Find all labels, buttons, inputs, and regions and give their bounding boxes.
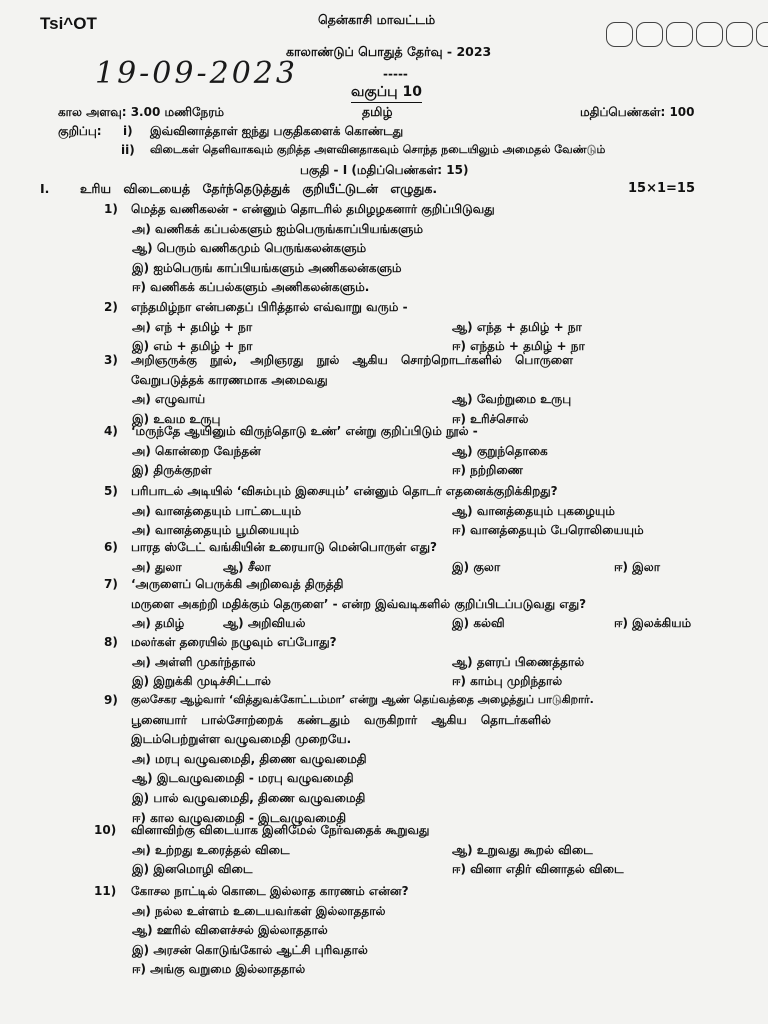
answer-option: அ) அள்ளி முகர்ந்தால் [132, 654, 256, 669]
standard-label: வகுப்பு 10 [351, 84, 422, 103]
answer-option: ஆ) வானத்தையும் புகழையும் [452, 503, 615, 518]
answer-option: அ) எந் + தமிழ் + நா [132, 319, 253, 334]
time-allowed: கால அளவு: 3.00 மணிநேரம் [58, 105, 225, 119]
question-text: அறிஞருக்கு நூல், அறிஞரது நூல் ஆகிய சொற்றொடர்களில் பொருளை [131, 353, 573, 367]
answer-option: அ) வணிகக் கப்பல்களும் ஐம்பெருங்காப்பியங்களும் [132, 221, 423, 236]
note-number: ii) [121, 143, 135, 157]
question-number: 10) [94, 823, 117, 837]
note-2: விடைகள் தெளிவாகவும் குறித்த அளவினதாகவும் சொந்த நடையிலும் அமைதல் வேண்டும் [150, 143, 606, 156]
answer-option: ஆ) எந்த + தமிழ் + நா [452, 319, 582, 334]
part-heading: பகுதி - I (மதிப்பெண்கள்: 15) [300, 163, 469, 177]
answer-option: ஆ) இடவழுவமைதி - மரபு வழுவமைதி [132, 771, 354, 786]
answer-option: ஆ) சீலா [223, 559, 271, 574]
section-instruction: உரிய விடையைத் தேர்ந்தெடுத்துக் குறியீட்டுடன் எழுதுக. [80, 181, 438, 196]
register-number-boxes [606, 22, 768, 47]
question-number: 6) [104, 540, 118, 554]
answer-option: ஈ) உரிச்சொல் [452, 411, 529, 426]
question-text: பாரத ஸ்டேட் வங்கியின் உரையாடு மென்பொருள் எது? [131, 540, 437, 554]
register-box [666, 22, 693, 47]
question-number: 7) [104, 577, 118, 591]
question-text: மெத்த வணிகலன் - என்னும் தொடரில் தமிழழகனார் குறிப்பிடுவது [131, 202, 495, 216]
register-box [606, 22, 633, 47]
section-number: I. [40, 181, 50, 196]
question-number: 3) [104, 353, 118, 367]
note-number: i) [123, 124, 133, 138]
question-text: ‘அருளைப் பெருக்கி அறிவைத் திருத்தி [131, 577, 344, 591]
answer-option: ஈ) இலக்கியம் [614, 616, 692, 631]
question-text: கோசல நாட்டில் கொடை இல்லாத காரணம் என்ன? [131, 884, 409, 898]
question-text: மருளை அகற்றி மதிக்கும் தெருளை’ - என்ற இவ்வடிகளில் குறிப்பிடப்படுவது எது? [131, 596, 587, 611]
register-box [726, 22, 753, 47]
answer-option: இ) உவம உருபு [132, 411, 221, 426]
paper-code: Tsi^OT [40, 14, 97, 33]
answer-option: அ) உற்றது உரைத்தல் விடை [132, 842, 290, 857]
question-text: எந்தமிழ்நா என்பதைப் பிரித்தால் எவ்வாறு வரும் - [131, 300, 408, 314]
question-text: ‘மருந்தே ஆயினும் விருந்தொடு உண்’ என்று குறிப்பிடும் நூல் - [131, 424, 478, 438]
answer-option: ஆ) பெரும் வணிகமும் பெருங்கலன்களும் [132, 241, 367, 256]
question-number: 2) [104, 300, 118, 314]
question-text: இடம்பெற்றுள்ள வழுவமைதி முறையே. [131, 732, 352, 747]
note-1: இவ்வினாத்தாள் ஐந்து பகுதிகளைக் கொண்டது [150, 124, 404, 138]
question-number: 4) [104, 424, 118, 438]
answer-option: அ) கொன்றை வேந்தன் [132, 443, 261, 458]
answer-option: ஆ) அறிவியல் [223, 616, 306, 631]
register-box [756, 22, 768, 47]
answer-option: ஆ) தளரப் பிணைத்தால் [452, 654, 585, 669]
section-marks: 15×1=15 [628, 181, 696, 196]
answer-option: அ) துலா [132, 559, 182, 574]
answer-option: ஈ) வானத்தையும் பேரொலியையும் [452, 523, 644, 538]
answer-option: அ) வானத்தையும் பூமியையும் [132, 523, 300, 538]
question-text: மலர்கள் தரையில் நழுவும் எப்போது? [131, 635, 337, 649]
question-text: பூனையார் பால்சோற்றைக் கண்டதும் வருகிறார் ஆகிய தொடர்களில் [131, 712, 551, 727]
question-number: 11) [94, 884, 117, 898]
answer-option: இ) எம் + தமிழ் + நா [132, 339, 253, 354]
answer-option: ஆ) குறுந்தொகை [452, 443, 548, 458]
question-text: குலசேகர ஆழ்வார் ‘வித்துவக்கோட்டம்மா’ என்று ஆண் தெய்வத்தை அழைத்துப் பாடுகிறார். [131, 693, 594, 706]
question-text: வேறுபடுத்தக் காரணமாக அமைவது [131, 372, 328, 387]
answer-option: அ) தமிழ் [132, 616, 185, 631]
question-text: பரிபாடல் அடியில் ‘விசும்பும் இசையும்’ என்னும் தொடர் எதனைக்குறிக்கிறது? [131, 484, 558, 498]
max-marks: மதிப்பெண்கள்: 100 [580, 105, 695, 119]
question-number: 8) [104, 635, 118, 649]
answer-option: இ) பால் வழுவமைதி, திணை வழுவமைதி [132, 791, 366, 805]
answer-option: ஈ) வணிகக் கப்பல்களும் அணிகலன்களும். [132, 280, 370, 295]
answer-option: இ) கல்வி [452, 616, 505, 631]
question-number: 9) [104, 693, 118, 707]
answer-option: இ) இறுக்கி முடிச்சிட்டால் [132, 674, 271, 689]
question-number: 5) [104, 484, 118, 498]
district-title: தென்காசி மாவட்டம் [318, 12, 436, 27]
answer-option: இ) திருக்குறள் [132, 463, 212, 478]
handwritten-date: 19-09-2023 [95, 56, 298, 91]
answer-option: அ) எழுவாய் [132, 392, 206, 407]
answer-option: ஆ) வேற்றுமை உருபு [452, 392, 572, 407]
answer-option: ஈ) எந்தம் + தமிழ் + நா [452, 339, 585, 354]
answer-option: இ) அரசன் கொடுங்கோல் ஆட்சி புரிவதால் [132, 942, 368, 957]
question-text: வினாவிற்கு விடையாக இனிமேல் நேர்வதைக் கூறுவது [131, 823, 430, 837]
answer-option: ஆ) ஊரில் விளைச்சல் இல்லாததால் [132, 923, 328, 938]
answer-option: ஈ) அங்கு வறுமை இல்லாததால் [132, 962, 306, 977]
answer-option: அ) நல்ல உள்ளம் உடையவர்கள் இல்லாததால் [132, 903, 386, 918]
answer-option: இ) ஐம்பெருங் காப்பியங்களும் அணிகலன்களும் [132, 260, 402, 275]
subject-title: தமிழ் [362, 104, 393, 119]
answer-option: ஈ) நற்றிணை [452, 463, 523, 478]
answer-option: இ) குலா [452, 559, 501, 574]
note-label: குறிப்பு: [58, 124, 102, 138]
answer-option: ஈ) வினா எதிர் வினாதல் விடை [452, 862, 624, 877]
answer-option: ஈ) காம்பு முறிந்தால் [452, 674, 563, 689]
register-box [696, 22, 723, 47]
question-number: 1) [104, 202, 118, 216]
register-box [636, 22, 663, 47]
dash-separator: ----- [383, 67, 408, 81]
answer-option: ஆ) உறுவது கூறல் விடை [452, 842, 593, 857]
exam-title: காலாண்டுப் பொதுத் தேர்வு - 2023 [286, 44, 492, 59]
answer-option: இ) இனமொழி விடை [132, 862, 253, 877]
answer-option: அ) மரபு வழுவமைதி, திணை வழுவமைதி [132, 751, 367, 766]
answer-option: அ) வானத்தையும் பாட்டையும் [132, 503, 302, 518]
answer-option: ஈ) கால வழுவமைதி - இடவழுவமைதி [132, 810, 347, 825]
answer-option: ஈ) இலா [614, 559, 661, 574]
